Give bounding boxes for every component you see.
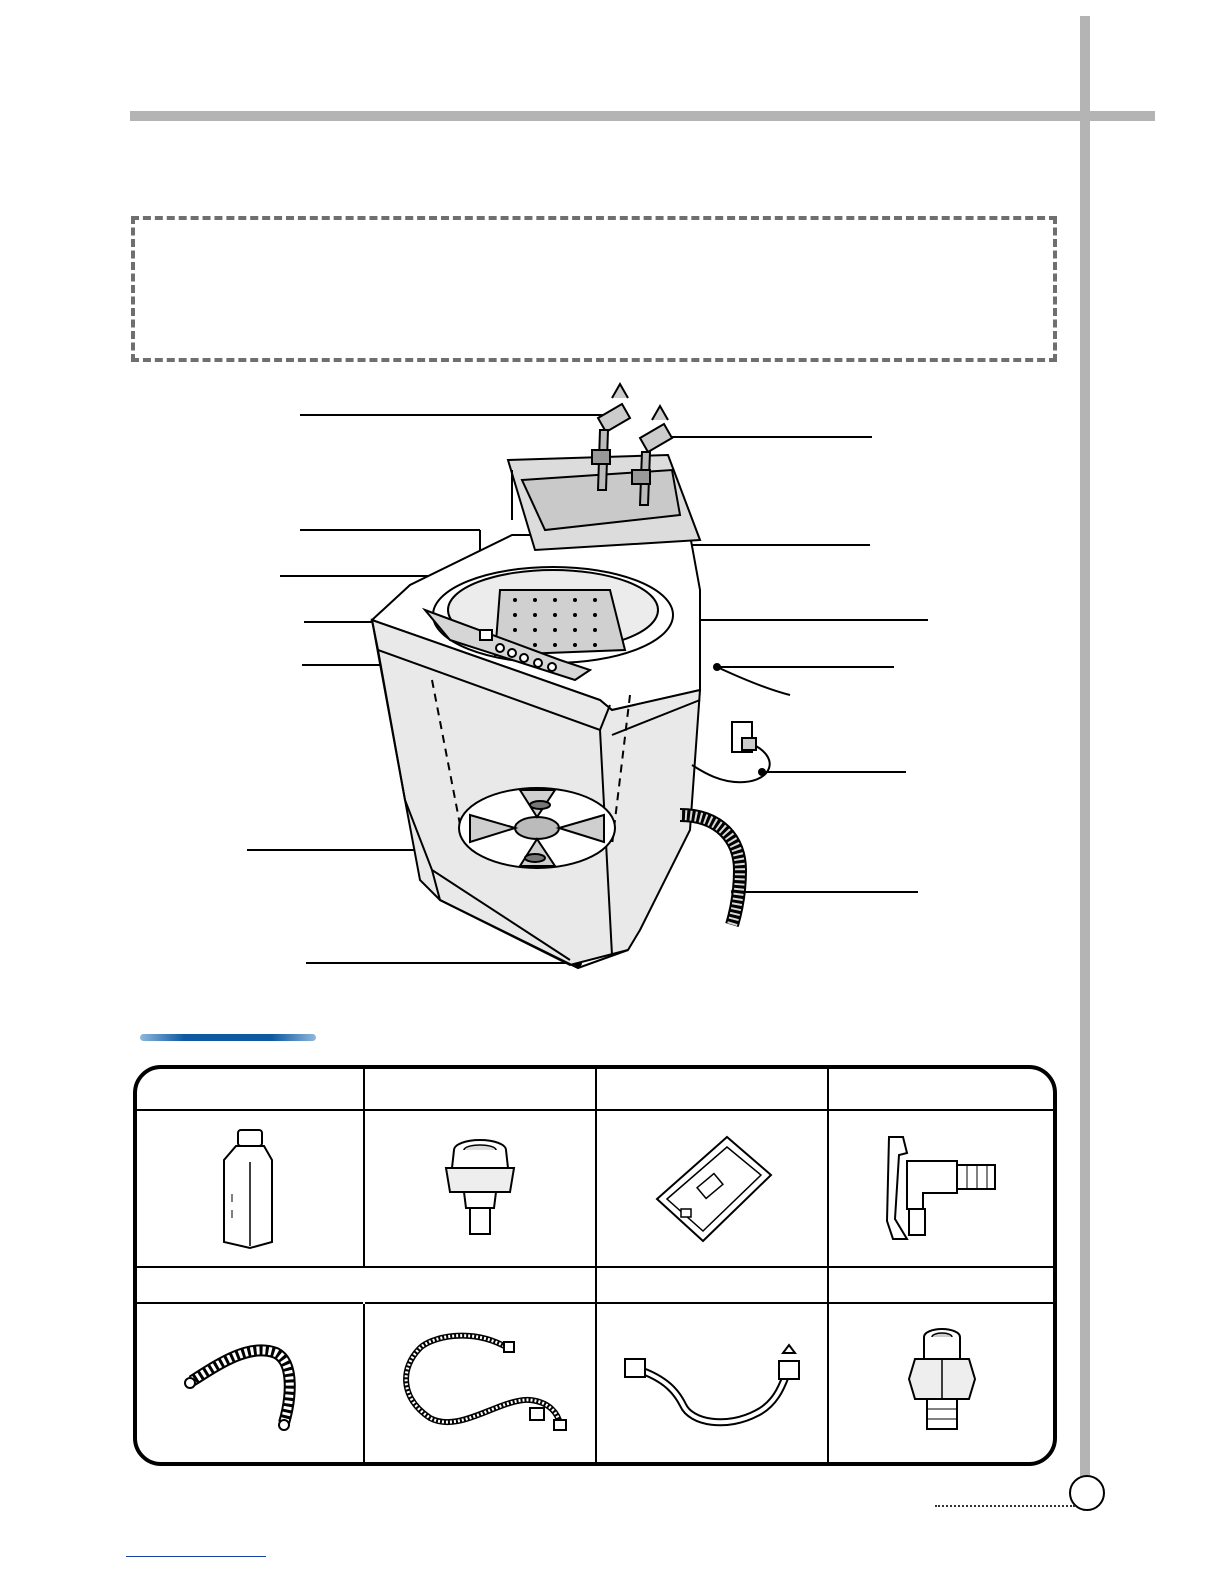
footer-dotted-line: [935, 1505, 1075, 1507]
cover-plate-icon: [647, 1129, 777, 1249]
water-supply-hose-cell: [365, 1304, 595, 1462]
hose-connector-cell: [365, 1111, 595, 1266]
drain-hose-icon: [180, 1333, 320, 1433]
hose-connector-icon: [430, 1134, 530, 1244]
tub: [433, 567, 673, 663]
merged-header-gap: [363, 1268, 365, 1304]
washing-machine-diagram: [0, 360, 1224, 1000]
detergent-bottle-cell: [137, 1111, 363, 1266]
notice-box: [131, 216, 1057, 362]
detergent-bottle-icon: [210, 1124, 290, 1254]
inlet-hose-icon: [617, 1333, 807, 1433]
inlet-hose-cell: [597, 1304, 827, 1462]
cover-plate-cell: [597, 1111, 827, 1266]
footer-underline: [126, 1556, 266, 1557]
hose-coupler-cell: [829, 1304, 1055, 1462]
drain-hose-cell: [137, 1304, 363, 1462]
faucet-adapter-icon: [877, 1129, 1007, 1249]
pulsator: [459, 788, 615, 868]
faucet-adapter-cell: [829, 1111, 1055, 1266]
water-supply-hose-icon: [390, 1328, 570, 1438]
accessories-heading-bar: [140, 1034, 316, 1041]
power-cord: [692, 667, 790, 782]
hose-coupler-icon: [897, 1323, 987, 1443]
top-divider-bar: [130, 111, 1155, 121]
accessories-table: [133, 1065, 1057, 1466]
